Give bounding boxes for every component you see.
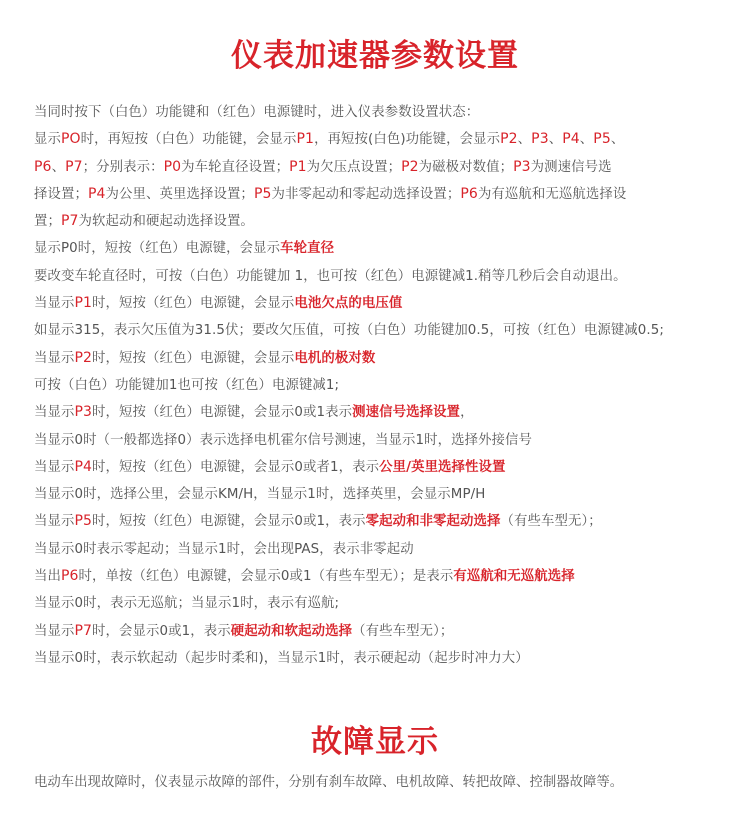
text-segment: 时，再短按（白色）功能键，会显示: [80, 132, 297, 148]
instruction-line: [34, 563, 750, 590]
param-code: P2: [500, 131, 518, 148]
instruction-line: [34, 208, 750, 235]
highlight-text: 测速信号选择设置: [352, 405, 461, 421]
param-code: P2: [401, 158, 419, 175]
text-segment: 当显示: [34, 405, 75, 421]
instruction-line: [34, 454, 750, 481]
text-segment: 当显示: [34, 350, 75, 366]
text-segment: ，再短按(白色)功能键，会显示: [314, 132, 501, 148]
settings-instructions: [34, 99, 750, 672]
param-code: P3: [531, 131, 549, 148]
text-segment: ，: [460, 405, 474, 421]
param-code: P5: [593, 131, 611, 148]
text-segment: 为测速信号选: [530, 159, 612, 175]
text-segment: 要改变车轮直径时，可按（白色）功能键加 1，也可按（红色）电源键减1.稍等几秒后会自动退出。: [34, 268, 627, 284]
param-code: P7: [74, 622, 93, 639]
highlight-text: 公里/英里选择性设置: [379, 459, 506, 475]
param-code: P6: [34, 158, 52, 175]
text-segment: 时，短按（红色）电源键，会显示: [92, 296, 295, 312]
text-segment: 时，会显示0或1，表示: [92, 623, 231, 639]
instruction-line: [34, 235, 750, 262]
instruction-line: [34, 427, 750, 454]
highlight-text: 有巡航和无巡航选择: [453, 569, 575, 585]
text-segment: 、: [610, 132, 625, 148]
param-code: P3: [513, 158, 531, 175]
text-segment: 时，短按（红色）电源键，会显示0或者1，表示: [92, 459, 380, 475]
text-segment: 当显示0时（一般都选择0）表示选择电机霍尔信号测速，当显示1时，选择外接信号: [34, 432, 533, 448]
instruction-line: [34, 590, 750, 617]
section-title-parameter-settings: 仪表加速器参数设置: [231, 38, 519, 74]
text-segment: （有些车型无）；: [352, 623, 454, 639]
text-segment: 为磁极对数值；: [418, 159, 514, 175]
param-code: P5: [74, 513, 93, 530]
instruction-line: [34, 481, 750, 508]
param-code: P2: [74, 349, 93, 366]
text-segment: 为公里、英里选择设置；: [105, 186, 254, 202]
text-segment: 、: [579, 132, 594, 148]
param-code: P3: [74, 404, 93, 421]
text-segment: 时，短按（红色）电源键，会显示0或1，表示: [92, 514, 366, 530]
text-segment: 、: [548, 132, 563, 148]
highlight-text: 硬起动和软起动选择: [230, 623, 353, 639]
text-segment: 当显示0时，表示无巡航；当显示1时，表示有巡航;: [34, 596, 340, 612]
text-segment: 为非零起动和零起动选择设置；: [271, 186, 461, 202]
text-segment: 显示: [34, 132, 61, 148]
text-segment: 当显示0时，表示软起动（起步时柔和)，当显示1时，表示硬起动（起步时冲力大）: [34, 650, 529, 666]
param-code: P7: [60, 213, 79, 230]
param-code: P6: [460, 185, 478, 202]
text-segment: 为软起动和硬起动选择设置。: [78, 214, 254, 230]
text-segment: 为车轮直径设置；: [181, 159, 290, 175]
instruction-line: [34, 126, 750, 153]
highlight-text: 电机的极对数: [294, 350, 376, 366]
text-segment: 择设置；: [34, 186, 88, 202]
param-code: P7: [65, 158, 83, 175]
instruction-line: [34, 618, 750, 645]
param-code: P5: [253, 185, 272, 202]
text-segment: 当显示: [34, 459, 75, 475]
text-segment: 当显示: [34, 623, 75, 639]
highlight-text: 零起动和非零起动选择: [365, 514, 501, 530]
instruction-line: [34, 399, 750, 426]
text-segment: 当显示0时，选择公里，会显示KM/H，当显示1时，选择英里，会显示MP/H: [34, 487, 486, 503]
param-code: PO: [60, 131, 81, 148]
text-segment: 、: [51, 159, 66, 175]
fault-description: 电动车出现故障时，仪表显示故障的部件，分别有刹车故障、电机故障、转把故障、控制器故障等。: [34, 775, 624, 790]
text-segment: 时，单按（红色）电源键，会显示0或1（有些车型无）；是表示: [78, 569, 454, 585]
instruction-line: [34, 536, 750, 563]
param-code: P0: [163, 158, 182, 175]
instruction-line: [34, 99, 750, 126]
section-title-fault-display: 故障显示: [311, 724, 439, 760]
text-segment: 显示P0时，短按（红色）电源键，会显示: [34, 241, 281, 257]
param-code: P4: [87, 185, 106, 202]
instruction-line: [34, 372, 750, 399]
instruction-line: [34, 263, 750, 290]
text-segment: 当显示: [34, 514, 75, 530]
text-segment: 当显示0时表示零起动；当显示1时，会出现PAS，表示非零起动: [34, 541, 414, 557]
text-segment: 为有巡航和无巡航选择设: [477, 186, 627, 202]
text-segment: 当同时按下（白色）功能键和（红色）电源键时，进入仪表参数设置状态：: [34, 105, 480, 120]
text-segment: 时，短按（红色）电源键，会显示: [92, 350, 295, 366]
param-code: P1: [289, 158, 307, 175]
highlight-text: 车轮直径: [280, 241, 335, 257]
instruction-line: [34, 345, 750, 372]
instruction-line: [34, 508, 750, 535]
param-code: P1: [74, 295, 93, 312]
text-segment: （有些车型无）；: [500, 514, 602, 530]
highlight-text: 电池欠点的电压值: [294, 296, 403, 312]
text-segment: 当显示: [34, 296, 75, 312]
text-segment: 、: [517, 132, 532, 148]
instruction-line: [34, 645, 750, 672]
text-segment: ；分别表示：: [82, 159, 164, 175]
param-code: P6: [60, 568, 79, 585]
instruction-line: [34, 290, 750, 317]
text-segment: 置；: [34, 214, 61, 230]
param-code: P4: [74, 458, 93, 475]
text-segment: 时，短按（红色）电源键，会显示0或1表示: [92, 405, 353, 421]
text-segment: 为欠压点设置；: [306, 159, 402, 175]
param-code: P1: [296, 131, 315, 148]
instruction-line: [34, 154, 750, 181]
param-code: P4: [562, 131, 580, 148]
text-segment: 如显示315，表示欠压值为31.5伏；要改欠压值，可按（白色）功能键加0.5，可按（红色）电源键减0.5;: [34, 323, 665, 339]
text-segment: 可按（白色）功能键加1也可按（红色）电源键减1;: [34, 377, 340, 393]
instruction-line: [34, 317, 750, 344]
instruction-line: [34, 181, 750, 208]
text-segment: 当出: [34, 569, 61, 585]
